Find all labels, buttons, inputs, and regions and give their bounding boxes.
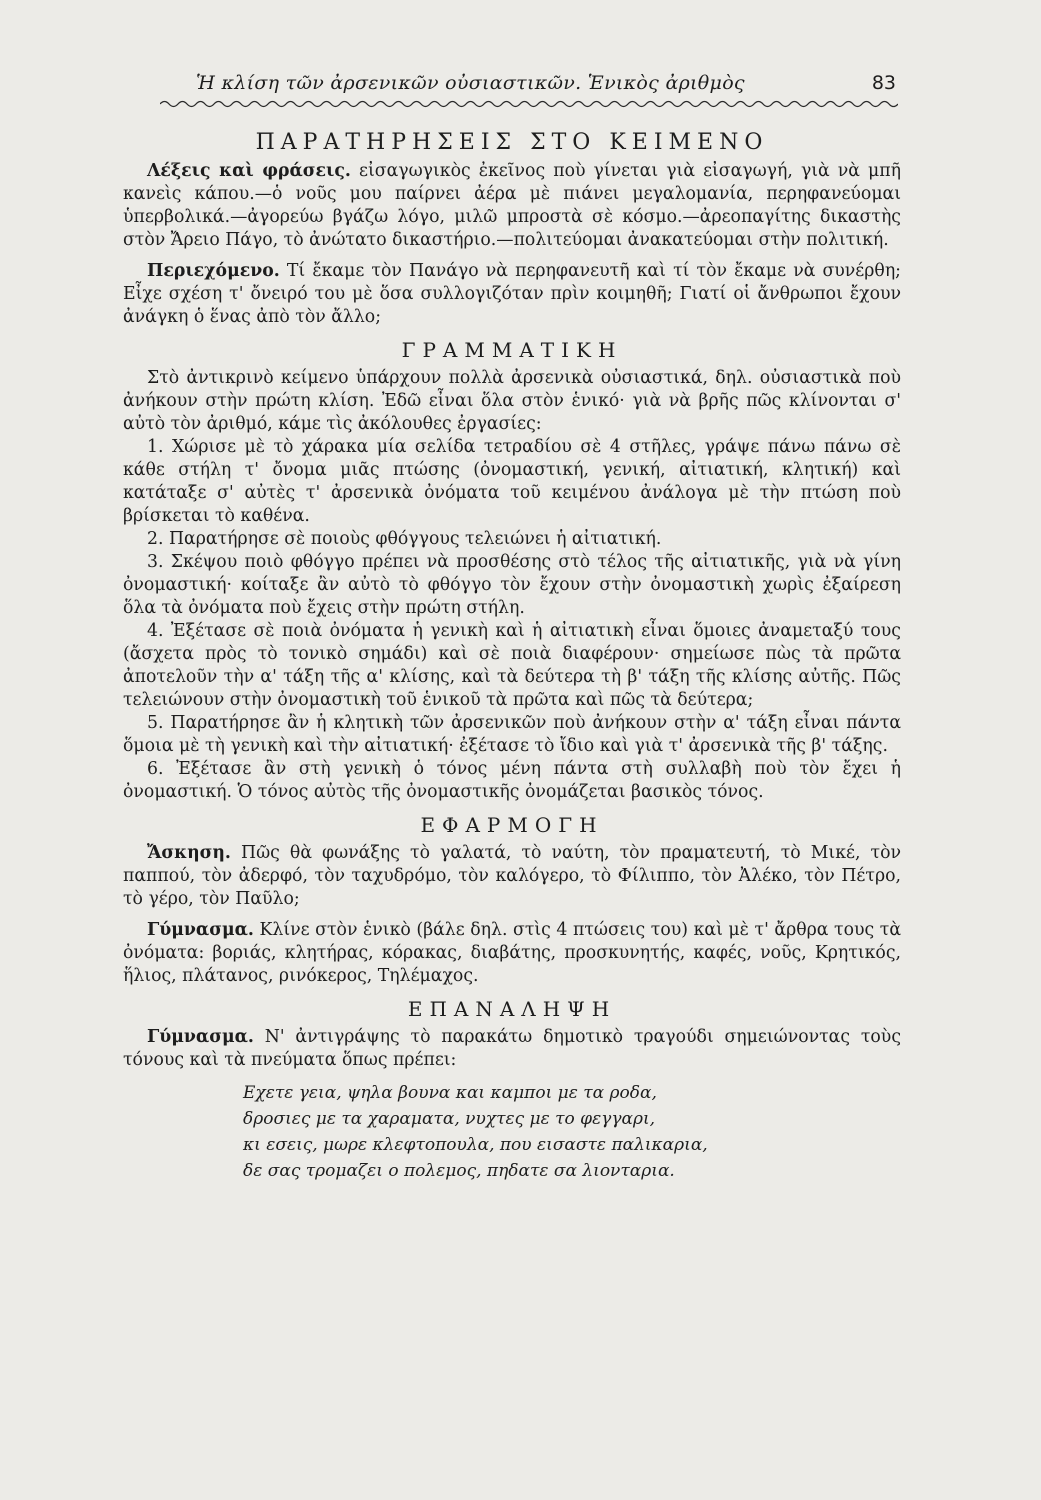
- words-paragraph: [123, 160, 901, 252]
- application-drill-paragraph: [123, 919, 901, 988]
- review-drill-lead: Γύμνασμα.: [147, 1027, 254, 1047]
- content-lead: Περιεχόμενο.: [147, 261, 280, 281]
- section-title-remarks: ΠΑΡΑΤΗΡΗΣΕΙΣ ΣΤΟ ΚΕΙΜΕΝΟ: [255, 130, 769, 155]
- grammar-item-1: 1. Χώρισε μὲ τὸ χάρακα μία σελίδα τετραδίου σὲ 4 στῆλες, γράψε πάνω πάνω σὲ κάθε στήλη τ' ὄνομα μιᾶς πτώσης (ὀνομαστική, γενική, αἰτιατική, κλητική) καὶ κατάταξε σ' αὐτὲς τ' ἀρσενικὰ ὀνόματα τοῦ κειμένου ἀνάλογα μὲ τὴν πτώση ποὺ βρίσκεται τὸ καθένα.: [123, 437, 901, 526]
- application-drill-text: Κλίνε στὸν ἑνικὸ (βάλε δηλ. στὶς 4 πτώσεις του) καὶ μὲ τ' ἄρθρα τους τὰ ὀνόματα: βοριάς, κλητήρας, κόρακας, διαβάτης, προσκυνητής, καφές, νοῦς, Κρητικός, ἥλιος, πλάτανος, ρινόκερος, Τηλέμαχος.: [123, 920, 902, 986]
- poem-line: δροσιες με τα χαραματα, νυχτες με το φεγγαρι,: [243, 1109, 656, 1129]
- application-drill-lead: Γύμνασμα.: [147, 920, 254, 940]
- page-number: 83: [871, 72, 896, 94]
- folk-song: [243, 1080, 901, 1184]
- exercise-text: Πῶς θὰ φωνάξης τὸ γαλατά, τὸ ναύτη, τὸν πραματευτή, τὸ Μικέ, τὸν παππού, τὸν ἀδερφό, τὸν ταχυδρόμο, τὸν καλόγερο, τὸ Φίλιππο, τὸν Ἀλέκο, τὸν Πέτρο, τὸ γέρο, τὸν Παῦλο;: [123, 843, 901, 909]
- grammar-item-2: 2. Παρατήρησε σὲ ποιοὺς φθόγγους τελειώνει ἡ αἰτιατική.: [147, 529, 662, 549]
- exercise-paragraph: [123, 842, 901, 911]
- running-header: [196, 72, 896, 96]
- poem-line: κι εσεις, μωρε κλεφτοπουλα, που εισαστε παλικαρια,: [243, 1135, 708, 1155]
- grammar-item-4: 4. Ἐξέτασε σὲ ποιὰ ὀνόματα ἡ γενικὴ καὶ ἡ αἰτιατικὴ εἶναι ὅμοιες ἀναμεταξύ τους (ἄσχετα πρὸς τὸ τονικὸ σημάδι) καὶ σὲ ποιὰ διαφέρουν· σημείωσε πὼς τὰ πρῶτα ἀποτελοῦν τὴν α' τάξη τῆς α' κλίσης, καὶ τὰ δεύτερα τὴ β' τάξη τῆς κλίσης αὐτῆς. Πῶς τελειώνουν στὴν ὀνομαστικὴ τοῦ ἑνικοῦ τὰ πρῶτα καὶ πῶς τὰ δεύτερα;: [123, 621, 901, 710]
- grammar-item-6: 6. Ἐξέτασε ἂν στὴ γενικὴ ὁ τόνος μένη πάντα στὴ συλλαβὴ ποὺ τὸν ἔχει ἡ ὀνομαστική. Ὁ τόνος αὐτὸς τῆς ὀνομαστικῆς ὀνομάζεται βασικὸς τόνος.: [123, 759, 901, 802]
- running-title: Ἡ κλίση τῶν ἀρσενικῶν οὐσιαστικῶν. Ἑνικὸς ἀριθμὸς: [196, 72, 745, 94]
- section-title-review: ΕΠΑΝΑΛΗΨΗ: [407, 997, 617, 1021]
- section-title-application: ΕΦΑΡΜΟΓΗ: [420, 813, 604, 837]
- words-text: εἰσαγωγικὸς ἐκεῖνος ποὺ γίνεται γιὰ εἰσαγωγή, γιὰ νὰ μπῆ κανεὶς κάπου.—ὁ νοῦς μου παίρνει ἀέρα μὲ πιάνει μεγαλομανία, περηφανεύομαι ὑπερβολικά.—ἀγορεύω βγάζω λόγο, μιλῶ μπροστὰ σὲ κόσμο.—ἀρεοπαγίτης δικαστὴς στὸν Ἄρειο Πάγο, τὸ ἀνώτατο δικαστήριο.—πολιτεύομαι ἀνακατεύομαι στὴν πολιτική.: [123, 161, 902, 250]
- grammar-intro: Στὸ ἀντικρινὸ κείμενο ὑπάρχουν πολλὰ ἀρσενικὰ οὐσιαστικά, δηλ. οὐσιαστικὰ ποὺ ἀνήκουν στὴν πρώτη κλίση. Ἐδῶ εἶναι ὅλα στὸν ἑνικό· γιὰ νὰ βρῆς πῶς κλίνονται σ' αὐτὸ τὸν ἀριθμό, κάμε τὶς ἀκόλουθες ἐργασίες:: [123, 368, 901, 434]
- review-drill-text: Ν' ἀντιγράψης τὸ παρακάτω δημοτικὸ τραγούδι σημειώνοντας τοὺς τόνους καὶ τὰ πνεύματα ὅπως πρέπει:: [123, 1027, 901, 1070]
- poem-line: δε σας τρομαζει ο πολεμος, πηδατε σα λιονταρια.: [243, 1161, 675, 1181]
- review-drill-paragraph: [123, 1026, 901, 1072]
- main-text: [123, 128, 901, 1184]
- words-lead: Λέξεις καὶ φράσεις.: [147, 161, 351, 181]
- section-title-grammar: ΓΡΑΜΜΑΤΙΚΗ: [401, 338, 623, 362]
- content-text: Τί ἔκαμε τὸν Πανάγο νὰ περηφανευτῆ καὶ τί τὸν ἔκαμε νὰ συνέρθη; Εἶχε σχέση τ' ὄνειρό του μὲ ὅσα συλλογιζόταν πρὶν κοιμηθῆ; Γιατί οἱ ἄνθρωποι ἔχουν ἀνάγκη ὁ ἕνας ἀπὸ τὸν ἄλλο;: [123, 261, 902, 327]
- grammar-item-5: 5. Παρατήρησε ἂν ἡ κλητικὴ τῶν ἀρσενικῶν ποὺ ἀνήκουν στὴν α' τάξη εἶναι πάντα ὅμοια μὲ τὴ γενικὴ καὶ τὴν αἰτιατική· ἐξέτασε τὸ ἴδιο καὶ γιὰ τ' ἀρσενικὰ τῆς β' τάξης.: [123, 713, 901, 756]
- ornamental-rule: [160, 98, 898, 110]
- grammar-item-3: 3. Σκέψου ποιὸ φθόγγο πρέπει νὰ προσθέσης στὸ τέλος τῆς αἰτιατικῆς, γιὰ νὰ γίνη ὀνομαστική· κοίταξε ἂν αὐτὸ τὸ φθόγγο τὸν ἔχουν στὴν ὀνομαστικὴ χωρὶς ἐξαίρεση ὅλα τὰ ὀνόματα ποὺ ἔχεις στὴν πρώτη στήλη.: [123, 552, 901, 618]
- poem-line: Εχετε γεια, ψηλα βουνα και καμποι με τα ροδα,: [243, 1083, 657, 1103]
- exercise-lead: Ἄσκηση.: [147, 843, 231, 863]
- content-paragraph: [123, 260, 901, 329]
